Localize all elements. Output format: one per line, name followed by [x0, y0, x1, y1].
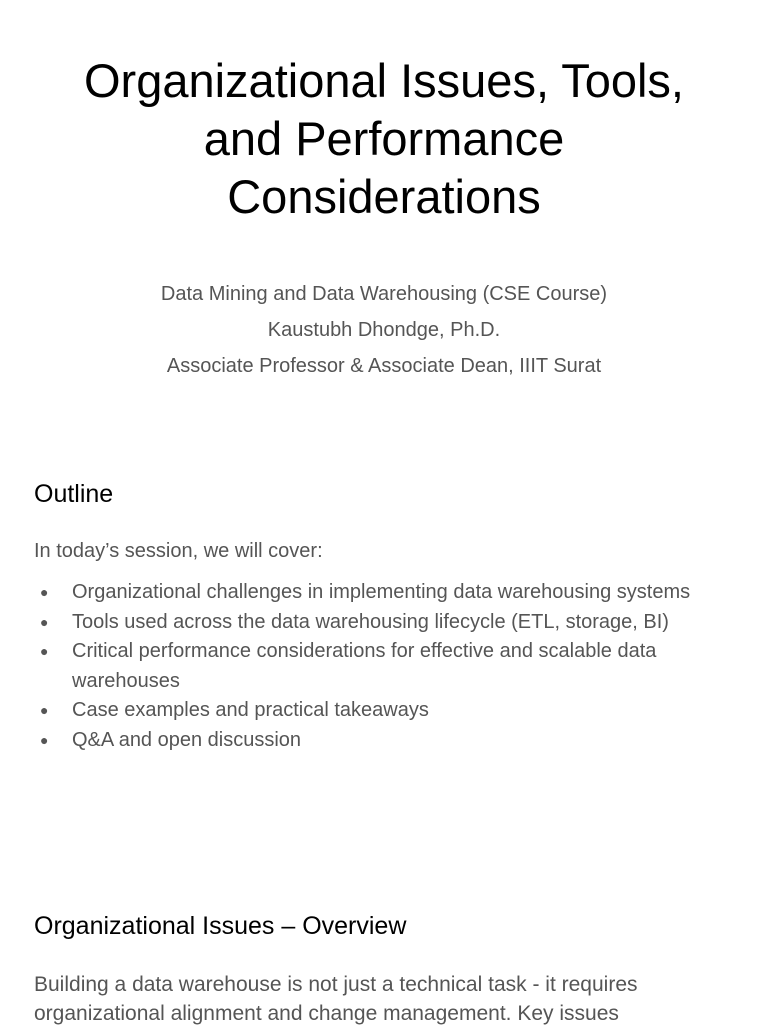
- title-line-1: Organizational Issues, Tools,: [83, 54, 684, 107]
- list-item: [34, 637, 744, 696]
- list-item: [34, 608, 744, 638]
- org-issues-heading: Organizational Issues – Overview: [34, 912, 407, 940]
- title-line-3: Considerations: [227, 170, 541, 223]
- subtitle-block: [0, 276, 768, 384]
- bullet-icon: ●: [40, 613, 49, 630]
- list-item-text: Organizational challenges in implementing data warehousing systems: [72, 581, 691, 603]
- title-line-2: and Performance: [203, 112, 565, 165]
- list-item: [34, 726, 744, 756]
- list-item: [34, 696, 744, 726]
- course-name: Data Mining and Data Warehousing (CSE Course): [160, 283, 608, 305]
- document-title: [0, 52, 768, 226]
- author-affiliation: Associate Professor & Associate Dean, IIIT Surat: [166, 355, 602, 377]
- bullet-icon: ●: [40, 643, 49, 659]
- bullet-icon: ●: [40, 731, 49, 748]
- outline-intro: In today’s session, we will cover:: [34, 540, 323, 562]
- author-name: Kaustubh Dhondge, Ph.D.: [267, 319, 501, 341]
- org-issues-body: Building a data warehouse is not just a technical task - it requires organizational alignment and change management. Key issues: [34, 973, 638, 1025]
- outline-list: [34, 578, 744, 755]
- list-item: [34, 578, 744, 608]
- list-item-text: Q&A and open discussion: [72, 728, 302, 751]
- list-item-text: Tools used across the data warehousing lifecycle (ETL, storage, BI): [72, 610, 669, 633]
- outline-heading: Outline: [34, 480, 114, 508]
- bullet-icon: ●: [40, 584, 49, 600]
- list-item-text: Critical performance considerations for effective and scalable data warehouses: [72, 640, 657, 692]
- bullet-icon: ●: [40, 702, 49, 718]
- list-item-text: Case examples and practical takeaways: [72, 699, 429, 721]
